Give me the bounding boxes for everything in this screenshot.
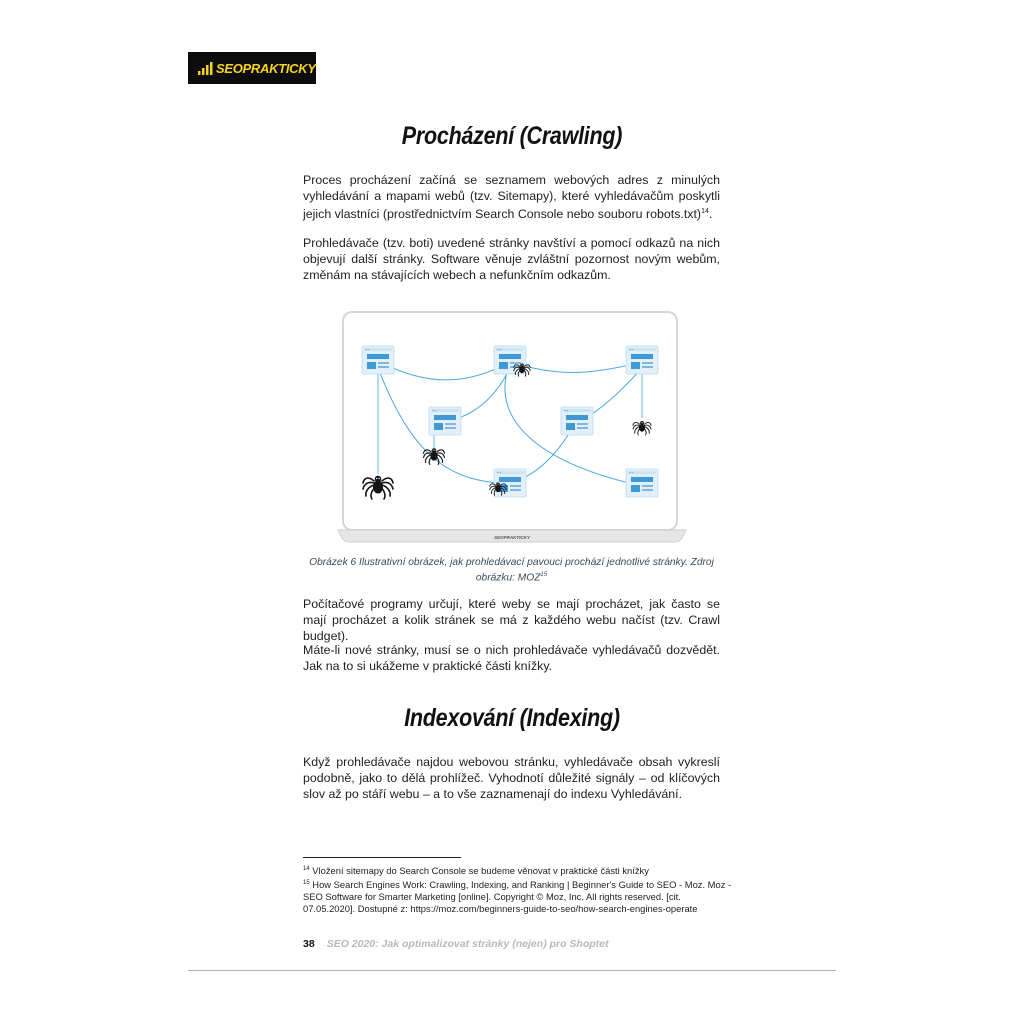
section-heading-crawling: Procházení (Crawling) bbox=[401, 122, 623, 150]
logo-text: SEOPRAKTICKY bbox=[216, 60, 316, 76]
page-number: 38 bbox=[303, 938, 315, 950]
footnotes bbox=[303, 863, 733, 915]
bottom-divider bbox=[188, 970, 836, 971]
web-page-card bbox=[626, 469, 658, 497]
web-page-card bbox=[362, 346, 394, 374]
logo-bars-icon bbox=[198, 61, 214, 75]
footnote-ref[interactable]: 14 bbox=[701, 208, 709, 215]
web-page-card bbox=[626, 346, 658, 374]
footnote: $^{15}$ How Search Engines Work: Crawling, Indexing, and Ranking | Beginner's Guide to SEO - Moz. Moz - SEO Software for Smarter Marketing [online]. Copyright © Moz, Inc. All rights reserved. [cit. 07.05.2020]. Dostupné z: https://moz.com/beginners-guide-to-seo/how-search-engines-operate bbox=[303, 879, 732, 915]
section-heading-indexing: Indexování (Indexing) bbox=[404, 704, 620, 732]
paragraph: Prohledávače (tzv. boti) uvedené stránky navštíví a pomocí odkazů na nich objevují další stránky. Software věnuje zvláštní pozornost novým webům, změnám na stávajících webech a nefunkčním odkazům. bbox=[303, 236, 720, 282]
footnote-divider bbox=[303, 857, 461, 858]
footnote: $^{14}$ Vložení sitemapy do Search Console se budeme věnovat v praktické části knížky bbox=[303, 865, 649, 877]
paragraph: Proces procházení začíná se seznamem webových adres z minulých vyhledávání a mapami webů (tzv. Sitemapy), které vyhledávačům poskytli jejich vlastníci (prostřednictvím Search Console nebo souboru robots.txt)$^{14}$. bbox=[303, 173, 720, 222]
laptop-brand-label: SEOPRAKTICKY bbox=[494, 535, 530, 540]
paragraph: Počítačové programy určují, které weby se mají procházet, jak často se mají procházet a kolik stránek se má z každého webu načíst (tzv. Crawl budget). bbox=[303, 597, 720, 643]
crawling-illustration bbox=[336, 306, 688, 546]
running-title: SEO 2020: Jak optimalizovat stránky (nejen) pro Shoptet bbox=[326, 938, 609, 950]
page-footer bbox=[303, 938, 733, 950]
paragraph: Máte-li nové stránky, musí se o nich prohledávače vyhledávačů dozvědět. Jak na to si ukážeme v praktické části knížky. bbox=[303, 643, 720, 673]
figure-caption: Obrázek 6 Ilustrativní obrázek, jak prohledávací pavouci prochází jednotlivé stránky. Zdroj obrázku: MOZ$^{15}$ bbox=[309, 557, 714, 584]
web-page-card bbox=[561, 407, 593, 435]
paragraph: Když prohledávače najdou webovou stránku, vyhledávače obsah vykreslí podobně, jako to dělá prohlížeč. Vyhodnotí důležité signály – od klíčových slov až po stáří webu – a to vše zaznamenají do indexu Vyhledávání. bbox=[303, 755, 720, 801]
logo bbox=[188, 52, 316, 84]
web-page-card bbox=[429, 407, 461, 435]
